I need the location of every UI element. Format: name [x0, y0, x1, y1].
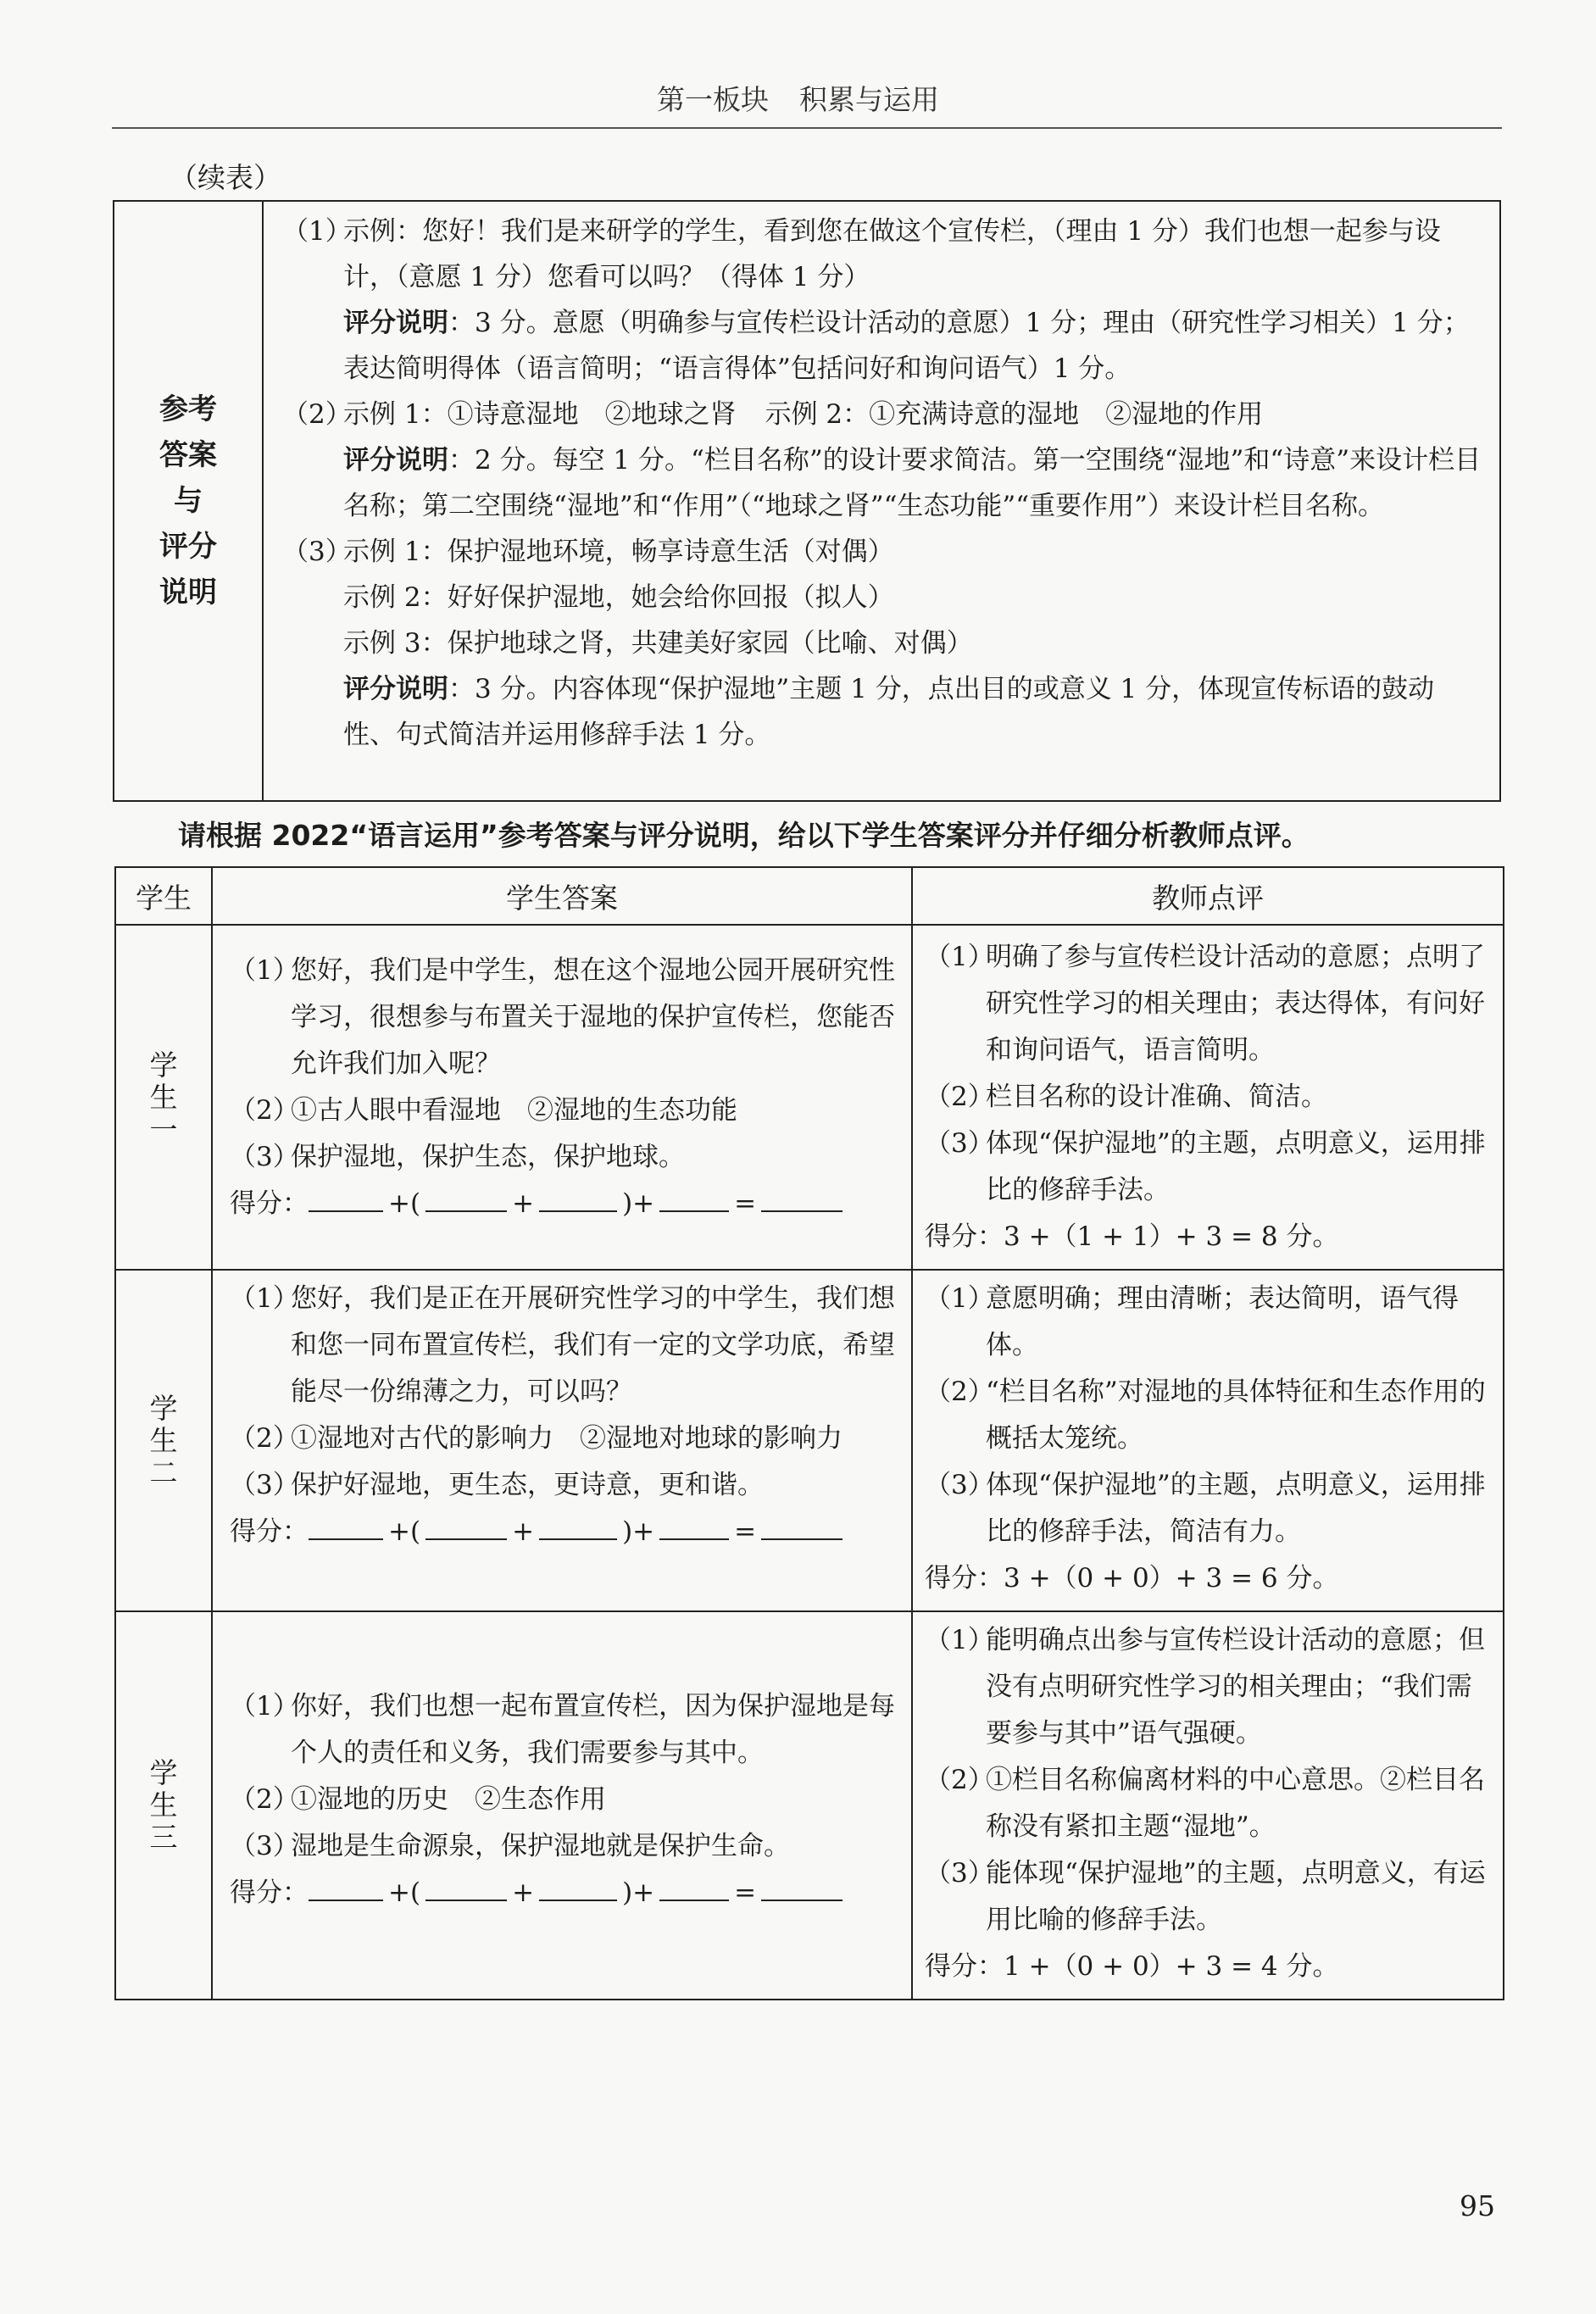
teacher-score: 得分：1 +（0 + 0）+ 3 = 4 分。	[925, 1951, 1339, 1982]
reference-item-2-note: 评分说明：2 分。每空 1 分。“栏目名称”的设计要求简洁。第一空围绕“湿地”和“诗意”来设计栏目名称；第二空围绕“湿地”和“作用”（“地球之肾”“生态功能”“重要作用”）来设计栏目名称。	[343, 445, 1482, 521]
header-rule	[112, 127, 1502, 129]
student-answer: （1） 你好，我们也想一起布置宣传栏，因为保护湿地是每个人的责任和义务，我们需要参与其中。 （2） ①湿地的历史 ②生态作用 （3） 湿地是生命源泉，保护湿地就是保护生命。 得分： +( + )+ =	[212, 1611, 912, 2000]
reference-item-3: （3） 示例 1：保护湿地环境，畅享诗意生活（对偶） 示例 2：好好保护湿地，她会给你回报（拟人） 示例 3：保护地球之肾，共建美好家园（比喻、对偶） 评分说明：3 分。内容体现“保护湿地”主题 1 分，点出目的或意义 1 分，体现宣传标语的鼓动性、句式简洁并运用修辞手法 1 分。	[282, 529, 1486, 758]
header-student: 学生	[115, 867, 212, 925]
score-blank-4[interactable]	[659, 1185, 729, 1212]
reference-item-3-example-3: 示例 3：保护地球之肾，共建美好家园（比喻、对偶）	[343, 628, 973, 659]
score-blank-2[interactable]	[425, 1513, 507, 1540]
score-blank-1[interactable]	[309, 1185, 383, 1212]
reference-item-1-example: 示例：您好！我们是来研学的学生，看到您在做这个宣传栏，（理由 1 分）我们也想一起参与设计，（意愿 1 分）您看可以吗？（得体 1 分）	[343, 216, 1441, 292]
students-table-header	[115, 867, 1504, 925]
score-blank-3[interactable]	[539, 1874, 617, 1901]
student-label: 学 生 三	[115, 1611, 212, 2000]
student-label: 学 生 二	[115, 1270, 212, 1611]
reference-item-1: （1） 示例：您好！我们是来研学的学生，看到您在做这个宣传栏，（理由 1 分）我们也想一起参与设计，（意愿 1 分）您看可以吗？（得体 1 分） 评分说明：3 分。意愿（明确参与宣传栏设计活动的意愿）1 分；理由（研究性学习相关）1 分；表达简明得体（语言简明；“语言得体”包括问好和询问语气）1 分。	[282, 209, 1486, 392]
student-answer: （1） 您好，我们是中学生，想在这个湿地公园开展研究性学习，很想参与布置关于湿地的保护宣传栏，您能否允许我们加入呢？ （2） ①古人眼中看湿地 ②湿地的生态功能 （3） 保护湿地，保护生态，保护地球。 得分： +( + )+ =	[212, 925, 912, 1270]
teacher-score: 得分：3 +（1 + 1）+ 3 = 8 分。	[925, 1221, 1339, 1252]
students-table	[114, 866, 1504, 2000]
header-part1: 第一板块	[657, 83, 769, 116]
score-blanks[interactable]: 得分： +( + )+ =	[230, 1509, 899, 1555]
score-blank-total[interactable]	[761, 1513, 842, 1540]
running-header	[0, 78, 1596, 118]
header-part2: 积累与运用	[799, 83, 939, 116]
student-answer: （1） 您好，我们是正在开展研究性学习的中学生，我们想和您一同布置宣传栏，我们有一定的文学功底，希望能尽一份绵薄之力，可以吗？ （2） ①湿地对古代的影响力 ②湿地对地球的影响力 （3） 保护好湿地，更生态，更诗意，更和谐。 得分： +( + )+ =	[212, 1270, 912, 1611]
teacher-comment: （1） 明确了参与宣传栏设计活动的意愿；点明了研究性学习的相关理由；表达得体，有问好和询问语气，语言简明。 （2） 栏目名称的设计准确、简洁。 （3） 体现“保护湿地”的主题，点明意义，运用排比的修辞手法。 得分：3 +（1 + 1）+ 3 = 8 分。	[912, 925, 1504, 1270]
score-blank-2[interactable]	[425, 1874, 507, 1901]
teacher-comment: （1） 能明确点出参与宣传栏设计活动的意愿；但没有点明研究性学习的相关理由；“我们需要参与其中”语气强硬。 （2） ①栏目名称偏离材料的中心意思。②栏目名称没有紧扣主题“湿地”。 （3） 能体现“保护湿地”的主题，点明意义，有运用比喻的修辞手法。 得分：1 +（0 + 0）+ 3 = 4 分。	[912, 1611, 1504, 2000]
continued-label: （续表）	[170, 161, 281, 194]
reference-item-2-examples: 示例 1：①诗意湿地 ②地球之肾 示例 2：①充满诗意的湿地 ②湿地的作用	[343, 399, 1264, 430]
score-blank-1[interactable]	[309, 1513, 383, 1540]
score-blank-4[interactable]	[659, 1513, 729, 1540]
reference-item-1-note: 评分说明：3 分。意愿（明确参与宣传栏设计活动的意愿）1 分；理由（研究性学习相关）1 分；表达简明得体（语言简明；“语言得体”包括问好和询问语气）1 分。	[343, 308, 1470, 384]
table-row	[115, 1270, 1504, 1611]
page-number: 95	[1460, 2189, 1495, 2222]
score-blank-3[interactable]	[539, 1513, 617, 1540]
instruction-text: 请根据 2022“语言运用”参考答案与评分说明，给以下学生答案评分并仔细分析教师点评。	[178, 819, 1310, 852]
score-blanks[interactable]: 得分： +( + )+ =	[230, 1181, 899, 1227]
reference-table	[113, 200, 1501, 802]
score-blanks[interactable]: 得分： +( + )+ =	[230, 1870, 899, 1916]
score-blank-total[interactable]	[761, 1874, 842, 1901]
student-label: 学 生 一	[115, 925, 212, 1270]
reference-item-3-example-2: 示例 2：好好保护湿地，她会给你回报（拟人）	[343, 582, 894, 613]
score-blank-total[interactable]	[761, 1185, 842, 1212]
score-blank-1[interactable]	[309, 1874, 383, 1901]
reference-item-2: （2） 示例 1：①诗意湿地 ②地球之肾 示例 2：①充满诗意的湿地 ②湿地的作用 评分说明：2 分。每空 1 分。“栏目名称”的设计要求简洁。第一空围绕“湿地”和“诗意”来设计栏目名称；第二空围绕“湿地”和“作用”（“地球之肾”“生态功能”“重要作用”）来设计栏目名称。	[282, 392, 1486, 529]
score-blank-2[interactable]	[425, 1185, 507, 1212]
table-row	[115, 925, 1504, 1270]
teacher-score: 得分：3 +（0 + 0）+ 3 = 6 分。	[925, 1563, 1339, 1594]
reference-side-label: 参考 答案 与 评分 说明	[114, 201, 263, 801]
teacher-comment: （1） 意愿明确；理由清晰；表达简明，语气得体。 （2） “栏目名称”对湿地的具体特征和生态作用的概括太笼统。 （3） 体现“保护湿地”的主题，点明意义，运用排比的修辞手法，简洁有力。 得分：3 +（0 + 0）+ 3 = 6 分。	[912, 1270, 1504, 1611]
reference-item-3-note: 评分说明：3 分。内容体现“保护湿地”主题 1 分，点出目的或意义 1 分，体现宣传标语的鼓动性、句式简洁并运用修辞手法 1 分。	[343, 674, 1435, 750]
table-row	[115, 1611, 1504, 2000]
score-blank-4[interactable]	[659, 1874, 729, 1901]
reference-body	[263, 201, 1500, 801]
reference-item-3-example-1: 示例 1：保护湿地环境，畅享诗意生活（对偶）	[343, 537, 894, 567]
header-answer: 学生答案	[212, 867, 912, 925]
header-comment: 教师点评	[912, 867, 1504, 925]
score-blank-3[interactable]	[539, 1185, 617, 1212]
